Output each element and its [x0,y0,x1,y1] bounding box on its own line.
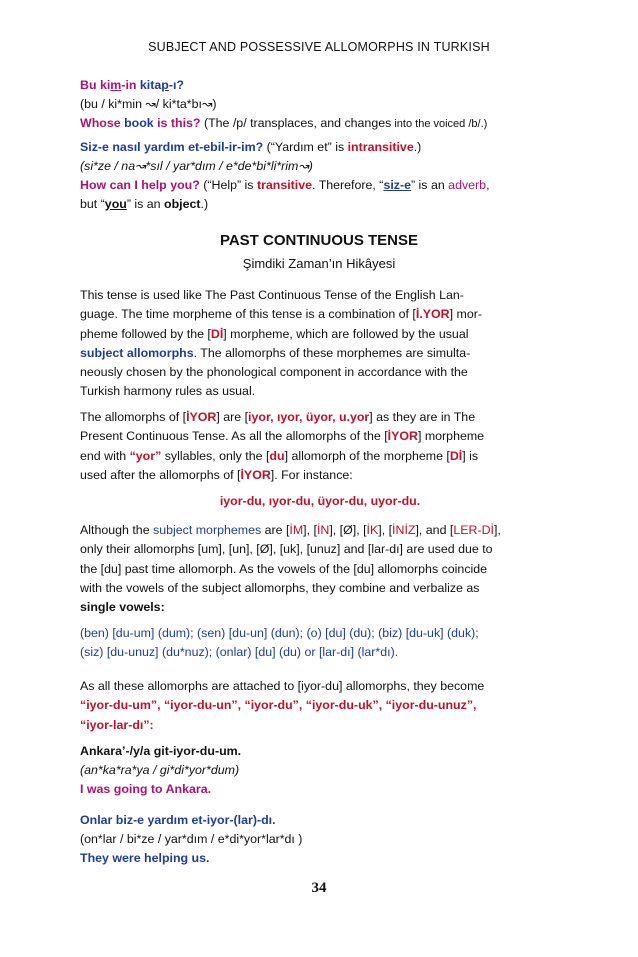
paragraph-2-line: end with “yor” syllables, only the [du] allomorph of the morpheme [Dİ] is [80,448,479,463]
paragraph-3-line: single vowels: [80,600,165,615]
paragraph-1-line: neously chosen by the phonological component in accordance with the [80,365,468,380]
example-4 [80,811,560,868]
paragraph-1 [80,286,560,402]
paragraph-3-line: with the vowels of the subject allomorphs, they combine and verbalize as [80,580,480,595]
paragraph-2-line: The allomorphs of [İYOR] are [iyor, ıyor, üyor, u.yor] as they are in The [80,410,476,424]
paragraph-5-line: As all these allomorphs are attached to [iyor-du] allomorphs, they become [80,679,485,693]
paragraph-2 [80,408,560,485]
paragraph-3-line: only their allomorphs [um], [un], [Ø], [uk], [unuz] and [lar-dı] are used due to [80,542,493,557]
paragraph-1-line: subject allomorphs. The allomorphs of these morphemes are simulta- [80,345,471,360]
paragraph-2-line: Present Continuous Tense. As all the allomorphs of the [İYOR] morpheme [80,429,485,444]
example-2-english-cont: but “you” is an object.) [80,197,209,211]
example-2-turkish: Siz-e nasıl yardım et-ebil-ir-im? (“Yardım et” is intransitive.) [80,140,422,154]
running-header: SUBJECT AND POSSESSIVE ALLOMORPHS IN TURKISH [148,40,490,54]
example-4-english: They were helping us. [80,851,210,865]
paragraph-1-line: Turkish harmony rules as usual. [80,384,256,399]
forms-line: iyor-du, ıyor-du, üyor-du, uyor-du. [219,494,421,508]
section-subtitle: Şimdiki Zaman’ın Hikâyesi [242,256,396,271]
paragraph-1-line: pheme followed by the [Dİ] morpheme, which are followed by the usual [80,326,469,341]
example-3-pronunciation: (an*ka*ra*ya / gi*di*yor*dum) [80,763,240,777]
paragraph-4 [80,624,560,663]
paragraph-5-line: “iyor-lar-dı”: [80,717,154,732]
example-1 [80,76,560,134]
paragraph-4-line: (siz) [du-unuz] (du*nuz); (onlar) [du] (du) or [lar-dı] (lar*dı). [80,645,399,660]
paragraph-3 [80,521,560,617]
paragraph-3-line: the [du] past time allomorph. As the vowels of the [du] allomorphs coincide [80,561,488,576]
paragraph-5-line: “iyor-du-um”, “iyor-du-un”, “iyor-du”, “iyor-du-uk”, “iyor-du-unuz”, [80,698,477,713]
paragraph-2-line: used after the allomorphs of [İYOR]. For instance: [80,467,353,482]
paragraph-3-line: Although the subject morphemes are [İM], [İN], [Ø], [İK], [İNİZ], and [LER-Dİ], [80,523,501,537]
example-1-turkish: Bu kim-in kitap-ı? [80,78,184,92]
example-1-english: Whose book is this? (The /p/ transplaces, and changes into the voiced /b/.) [80,116,488,130]
example-4-pronunciation: (on*lar / bi*ze / yar*dım / e*di*yor*lar*dı ) [80,832,303,846]
example-3 [80,742,560,799]
paragraph-5 [80,677,560,735]
example-2-english: How can I help you? (“Help” is transitive. Therefore, “siz-e” is an adverb, [80,178,490,192]
page-number: 34 [311,880,327,896]
example-2-pronunciation: (si*ze / na↝*sıl / yar*dım / e*de*bi*li*rim↝) [80,159,313,173]
example-2 [80,138,560,214]
example-3-turkish: Ankara’-/y/a git-iyor-du-um. [80,744,242,758]
example-4-turkish: Onlar biz-e yardım et-iyor-(lar)-dı. [80,813,276,827]
paragraph-1-line: guage. The time morpheme of this tense is a combination of [İ.YOR] mor- [80,307,482,322]
example-1-pronunciation: (bu / ki*min ↝/ ki*ta*bı↝) [80,97,217,111]
example-3-english: I was going to Ankara. [80,782,212,796]
section-title: PAST CONTINUOUS TENSE [219,232,419,249]
paragraph-4-line: (ben) [du-um] (dum); (sen) [du-un] (dun); (o) [du] (du); (biz) [du-uk] (duk); [80,626,479,640]
paragraph-1-line: This tense is used like The Past Continuous Tense of the English Lan- [80,288,464,302]
